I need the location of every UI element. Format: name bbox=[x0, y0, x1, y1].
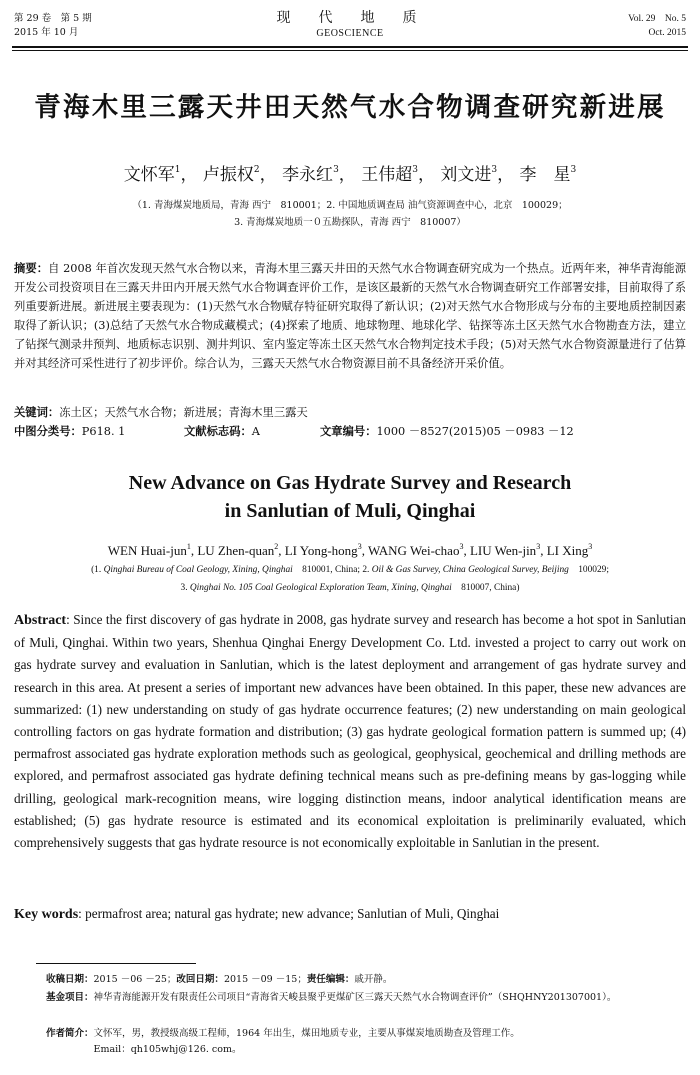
volume-issue-cn: 第 29 卷 第 5 期 bbox=[14, 13, 92, 24]
footnote-fund: 基金项目： 神华青海能源开发有限责任公司项目“青海省天峻县聚乎更煤矿区三露天天然气水合物调查评价”（SHQHNY201307001）。 bbox=[46, 990, 686, 1006]
keywords-en: Key words: permafrost area; natural gas hydrate; new advance; Sanlutian of Muli, Qinghai bbox=[14, 906, 500, 922]
header-rule-thick bbox=[12, 46, 688, 48]
abstract-en-text: Since the first discovery of gas hydrate in 2008, gas hydrate survey and research has become a hot spot in Sanlutian of Muli, Qinghai. Within two years, Shenhua Qinghai Energy Development Co. Ltd. invested a project to carry out work on gas hydrate survey and evaluation in Sanlutian, which is the latest deployment and arrangement of gas hydrate survey and research in this area. At present a series of important new advances have been obtained. In this paper, these new advances are summarized: (1) new understanding on study of gas hydrate occurrence features; (2) new understanding on main geological controlling factors on gas hydrate formation and distribution; (3) gas hydrate geological formation pattern is summed up; (4) permafrost associated gas hydrate exploration methods such as geological, geophysical, geochemical and drilling methods are explored, and permafrost associated gas hydrate defining technical means such as pre-defining means by gas-logging while drilling, geological mark-recognition means, wire logging distinction means, indoor analytical identification means are established; (5) gas hydrate resource is estimated and its economical exploitation is preliminarily evaluated, which comprehensively suggests that gas hydrate resource is not economically exploitable in Sanlutian in the present. bbox=[14, 612, 687, 851]
affiliation-en-line2: 3. Qinghai No. 105 Coal Geological Exploration Team, Xining, Qinghai 810007, China) bbox=[180, 583, 520, 593]
title-en bbox=[0, 469, 700, 525]
author-en: WEN Huai-jun$^1$, bbox=[107, 542, 198, 558]
author-en: WANG Wei-chao$^3$, bbox=[367, 542, 470, 558]
footnote-rule bbox=[36, 963, 196, 964]
header-right bbox=[628, 12, 686, 40]
author-en: LU Zhen-quan$^2$, bbox=[197, 542, 285, 558]
fund-text: 神华青海能源开发有限责任公司项目“青海省天峻县聚乎更煤矿区三露天天然气水合物调查评价”（SHQHNY201307001）。 bbox=[93, 992, 617, 1003]
author-en: LIU Wen-jin$^3$, bbox=[469, 542, 547, 558]
affiliation-cn-line2: 3. 青海煤炭地质一０五勘探队，青海 西宁 810007） bbox=[234, 217, 466, 228]
author-cn: 刘文进$^3$， bbox=[440, 165, 515, 185]
abstract-cn-label: 摘要： bbox=[14, 262, 49, 275]
abstract-en-label: Abstract bbox=[14, 613, 67, 628]
author-cn: 李永红$^3$， bbox=[282, 165, 356, 185]
volume-issue-en: Vol. 29 No. 5 bbox=[628, 14, 686, 24]
editor-name: 戚开静。 bbox=[354, 974, 393, 985]
affiliation-cn-line1: （1. 青海煤炭地质局，青海 西宁 810001；2. 中国地质调查局 油气资源调查中心，北京 100029； bbox=[132, 200, 568, 211]
authors-cn bbox=[0, 158, 700, 187]
author-cn: 文怀军$^1$， bbox=[123, 165, 198, 185]
author-en: LI Xing$^3$ bbox=[546, 542, 593, 558]
header-rule-thin bbox=[12, 50, 688, 51]
clc-number: 中图分类号：P618. 1 bbox=[14, 425, 126, 438]
keywords-cn-text: 冻土区；天然气水合物；新进展；青海木里三露天 bbox=[59, 406, 308, 419]
keywords-cn bbox=[14, 404, 686, 421]
authors-en bbox=[0, 538, 700, 560]
date-cn: 2015 年 10 月 bbox=[14, 27, 79, 38]
abstract-en: Abstract: Since the first discovery of gas hydrate in 2008, gas hydrate survey and research has become a hot spot in Sanlutian of Muli, Qinghai. Within two years, Shenhua Qinghai Energy Development Co. Ltd. invested a project to carry out work on gas hydrate survey and evaluation in Sanlutian, which is the latest deployment and arrangement of gas hydrate survey and research in this area. At present a series of important new advances have been obtained. In this paper, these new advances are summarized: (1) new understanding on study of gas hydrate occurrence features; (2) new understanding on main geological controlling factors on gas hydrate formation and distribution; (3) gas hydrate geological formation pattern is summed up; (4) permafrost associated gas hydrate exploration methods such as geological, geophysical, geochemical and drilling methods are explored, and permafrost associated gas hydrate defining technical means such as pre-defining means by gas-logging while drilling, geological mark-recognition means, wire logging distinction means, indoor analytical identification means are established; (5) gas hydrate resource is estimated and its economical exploitation is preliminarily evaluated, which comprehensively suggests that gas hydrate resource is not economically exploitable in Sanlutian in the present. bbox=[14, 612, 687, 851]
received-date: 2015 －06 －25； bbox=[93, 974, 177, 985]
keywords-en-text: permafrost area; natural gas hydrate; new advance; Sanlutian of Muli, Qinghai bbox=[85, 906, 500, 921]
footnote-dates: 收稿日期：2015 －06 －25；改回日期：2015 －09 －15；责任编辑：戚开静。 bbox=[46, 974, 393, 985]
author-email: Email：qh105whj@126. com。 bbox=[93, 1044, 242, 1055]
keywords-en-label: Key words bbox=[14, 907, 79, 922]
journal-name-en: GEOSCIENCE bbox=[316, 28, 384, 39]
affiliation-en-line1: (1. Qinghai Bureau of Coal Geology, Xining, Qinghai 810001, China; 2. Oil & Gas Survey, China Geological Survey, Beijing 100029; bbox=[91, 565, 609, 575]
footnote-bio: 作者简介： 文怀军，男，教授级高级工程师，1964 年出生，煤田地质专业，主要从事煤炭地质勘查及管理工作。 Email：qh105whj@126. com。 bbox=[46, 1026, 686, 1058]
revised-date: 2015 －09 －15； bbox=[223, 974, 307, 985]
author-cn: 王伟超$^3$， bbox=[361, 165, 435, 185]
author-en: LI Yong-hong$^3$, bbox=[284, 542, 368, 558]
author-cn: 卢振权$^2$， bbox=[202, 165, 277, 185]
abstract-cn-text: 自 2008 年首次发现天然气水合物以来，青海木里三露天井田的天然气水合物调查研究成为一个热点。近两年来，神华青海能源开发公司投资项目在三露天井田内开展天然气水合物调查评价工作，是该区最新的天然气水合物调查研究工作部署安排，目前取得了系列重要新进展。新进展主要表现为：(1)天然气水合物赋存特征研究取得了新认识；(2)对天然气水合物形成与分布的主要地质控制因素取得了新认识；(3)总结了天然气水合物成藏模式；(4)探索了地质、地球物理、地球化学、钻探等冻土区天然气水合物勘查方法，建立了钻探气测录井预判、地质标志识别、测井判识、室内鉴定等冻土区天然气水合物判定技术手段；(5)对天然气水合物资源量进行了估算并对其经济可采性进行了初步评价。综合认为，三露天天然气水合物资源目前不具备经济开采价值。 bbox=[14, 262, 686, 370]
bio-text: 文怀军，男，教授级高级工程师，1964 年出生，煤田地质专业，主要从事煤炭地质勘查及管理工作。 Email：qh105whj@126. com。 bbox=[93, 1028, 520, 1055]
title-en-line2: in Sanlutian of Muli, Qinghai bbox=[224, 500, 476, 522]
affiliations-cn bbox=[60, 197, 640, 231]
title-en-line1: New Advance on Gas Hydrate Survey and Research bbox=[128, 472, 572, 494]
article-number: 文章编号：1000 －8527(2015)05 －0983 －12 bbox=[320, 425, 574, 438]
document-code: 文献标志码：A bbox=[184, 425, 260, 438]
journal-name-cn: 现 代 地 质 bbox=[276, 10, 424, 26]
keywords-cn-label: 关键词： bbox=[14, 406, 60, 419]
journal-title bbox=[0, 9, 700, 40]
affiliations-en bbox=[20, 561, 680, 597]
abstract-cn bbox=[14, 259, 686, 373]
title-cn: 青海木里三露天井田天然气水合物调查研究新进展 bbox=[34, 92, 666, 123]
date-en: Oct. 2015 bbox=[648, 28, 686, 38]
author-cn: 李 星$^3$ bbox=[519, 165, 577, 185]
